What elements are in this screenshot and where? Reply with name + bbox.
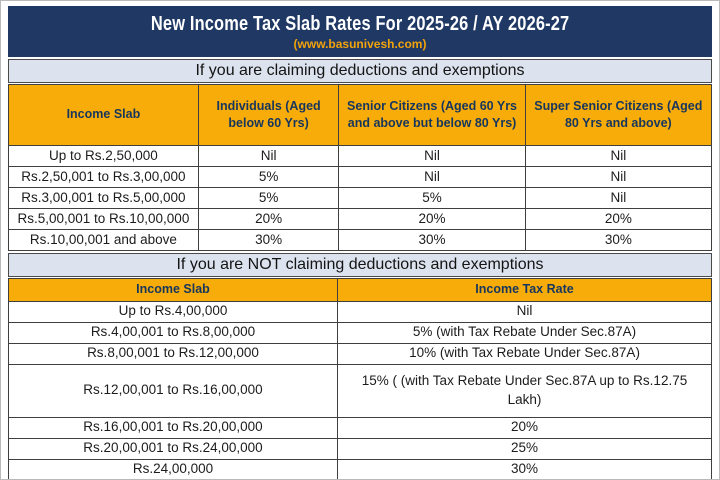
table-row bbox=[9, 230, 712, 251]
rate-cell: Nil bbox=[525, 167, 711, 188]
deductions-table bbox=[8, 84, 712, 251]
rate-cell: 30% bbox=[338, 459, 712, 480]
income-slab-cell: Up to Rs.2,50,000 bbox=[9, 146, 199, 167]
rate-cell: Nil bbox=[339, 167, 525, 188]
rate-cell: 25% bbox=[338, 438, 712, 459]
column-header-income-tax-rate: Income Tax Rate bbox=[338, 279, 712, 302]
rate-cell: 10% (with Tax Rebate Under Sec.87A) bbox=[338, 343, 712, 364]
header-row bbox=[9, 85, 712, 146]
income-slab-cell: Rs.24,00,000 bbox=[9, 459, 338, 480]
column-header-super-senior-citizens: Super Senior Citizens (Aged 80 Yrs and above) bbox=[525, 85, 711, 146]
table-row bbox=[9, 167, 712, 188]
income-slab-cell: Rs.3,00,001 to Rs.5,00,000 bbox=[9, 188, 199, 209]
rate-cell: 5% bbox=[339, 188, 525, 209]
title-bar bbox=[8, 6, 712, 57]
rate-cell: 5% bbox=[198, 188, 339, 209]
rate-cell: 20% bbox=[525, 209, 711, 230]
rate-cell: Nil bbox=[339, 146, 525, 167]
no-deductions-table bbox=[8, 278, 712, 480]
rate-cell: 5% bbox=[198, 167, 339, 188]
table-row bbox=[9, 459, 712, 480]
income-slab-cell: Rs.12,00,001 to Rs.16,00,000 bbox=[9, 364, 338, 417]
table-row bbox=[9, 322, 712, 343]
rate-cell: 30% bbox=[339, 230, 525, 251]
rate-cell: 20% bbox=[339, 209, 525, 230]
table-row bbox=[9, 438, 712, 459]
section2-heading: If you are NOT claiming deductions and exemptions bbox=[8, 253, 712, 277]
rate-cell: 5% (with Tax Rebate Under Sec.87A) bbox=[338, 322, 712, 343]
table-row bbox=[9, 146, 712, 167]
site-url: (www.basunivesh.com) bbox=[293, 36, 427, 51]
column-header-income-slab: Income Slab bbox=[9, 279, 338, 302]
rate-cell: Nil bbox=[338, 301, 712, 322]
column-header-income-slab: Income Slab bbox=[9, 85, 199, 146]
rate-cell: 30% bbox=[525, 230, 711, 251]
table-row bbox=[9, 209, 712, 230]
column-header-senior-citizens: Senior Citizens (Aged 60 Yrs and above but below 80 Yrs) bbox=[339, 85, 525, 146]
rate-cell: Nil bbox=[525, 146, 711, 167]
table-row bbox=[9, 364, 712, 417]
table-row bbox=[9, 188, 712, 209]
rate-cell: Nil bbox=[525, 188, 711, 209]
page-title: New Income Tax Slab Rates For 2025-26 / AY 2026-27 bbox=[150, 12, 570, 35]
section1-heading: If you are claiming deductions and exemptions bbox=[8, 59, 712, 83]
rate-cell: 30% bbox=[198, 230, 339, 251]
rate-cell: 20% bbox=[198, 209, 339, 230]
income-slab-cell: Rs.16,00,001 to Rs.20,00,000 bbox=[9, 417, 338, 438]
income-slab-cell: Rs.8,00,001 to Rs.12,00,000 bbox=[9, 343, 338, 364]
income-slab-cell: Rs.5,00,001 to Rs.10,00,000 bbox=[9, 209, 199, 230]
rate-cell: 15% ( (with Tax Rebate Under Sec.87A up to Rs.12.75 Lakh) bbox=[338, 364, 712, 417]
header-row bbox=[9, 279, 712, 302]
income-slab-cell: Up to Rs.4,00,000 bbox=[9, 301, 338, 322]
table-row bbox=[9, 301, 712, 322]
rate-cell: 20% bbox=[338, 417, 712, 438]
income-slab-cell: Rs.10,00,001 and above bbox=[9, 230, 199, 251]
table-row bbox=[9, 343, 712, 364]
income-slab-cell: Rs.20,00,001 to Rs.24,00,000 bbox=[9, 438, 338, 459]
column-header-individuals: Individuals (Aged below 60 Yrs) bbox=[198, 85, 339, 146]
table-row bbox=[9, 417, 712, 438]
income-slab-cell: Rs.2,50,001 to Rs.3,00,000 bbox=[9, 167, 199, 188]
income-slab-cell: Rs.4,00,001 to Rs.8,00,000 bbox=[9, 322, 338, 343]
rate-cell: Nil bbox=[198, 146, 339, 167]
